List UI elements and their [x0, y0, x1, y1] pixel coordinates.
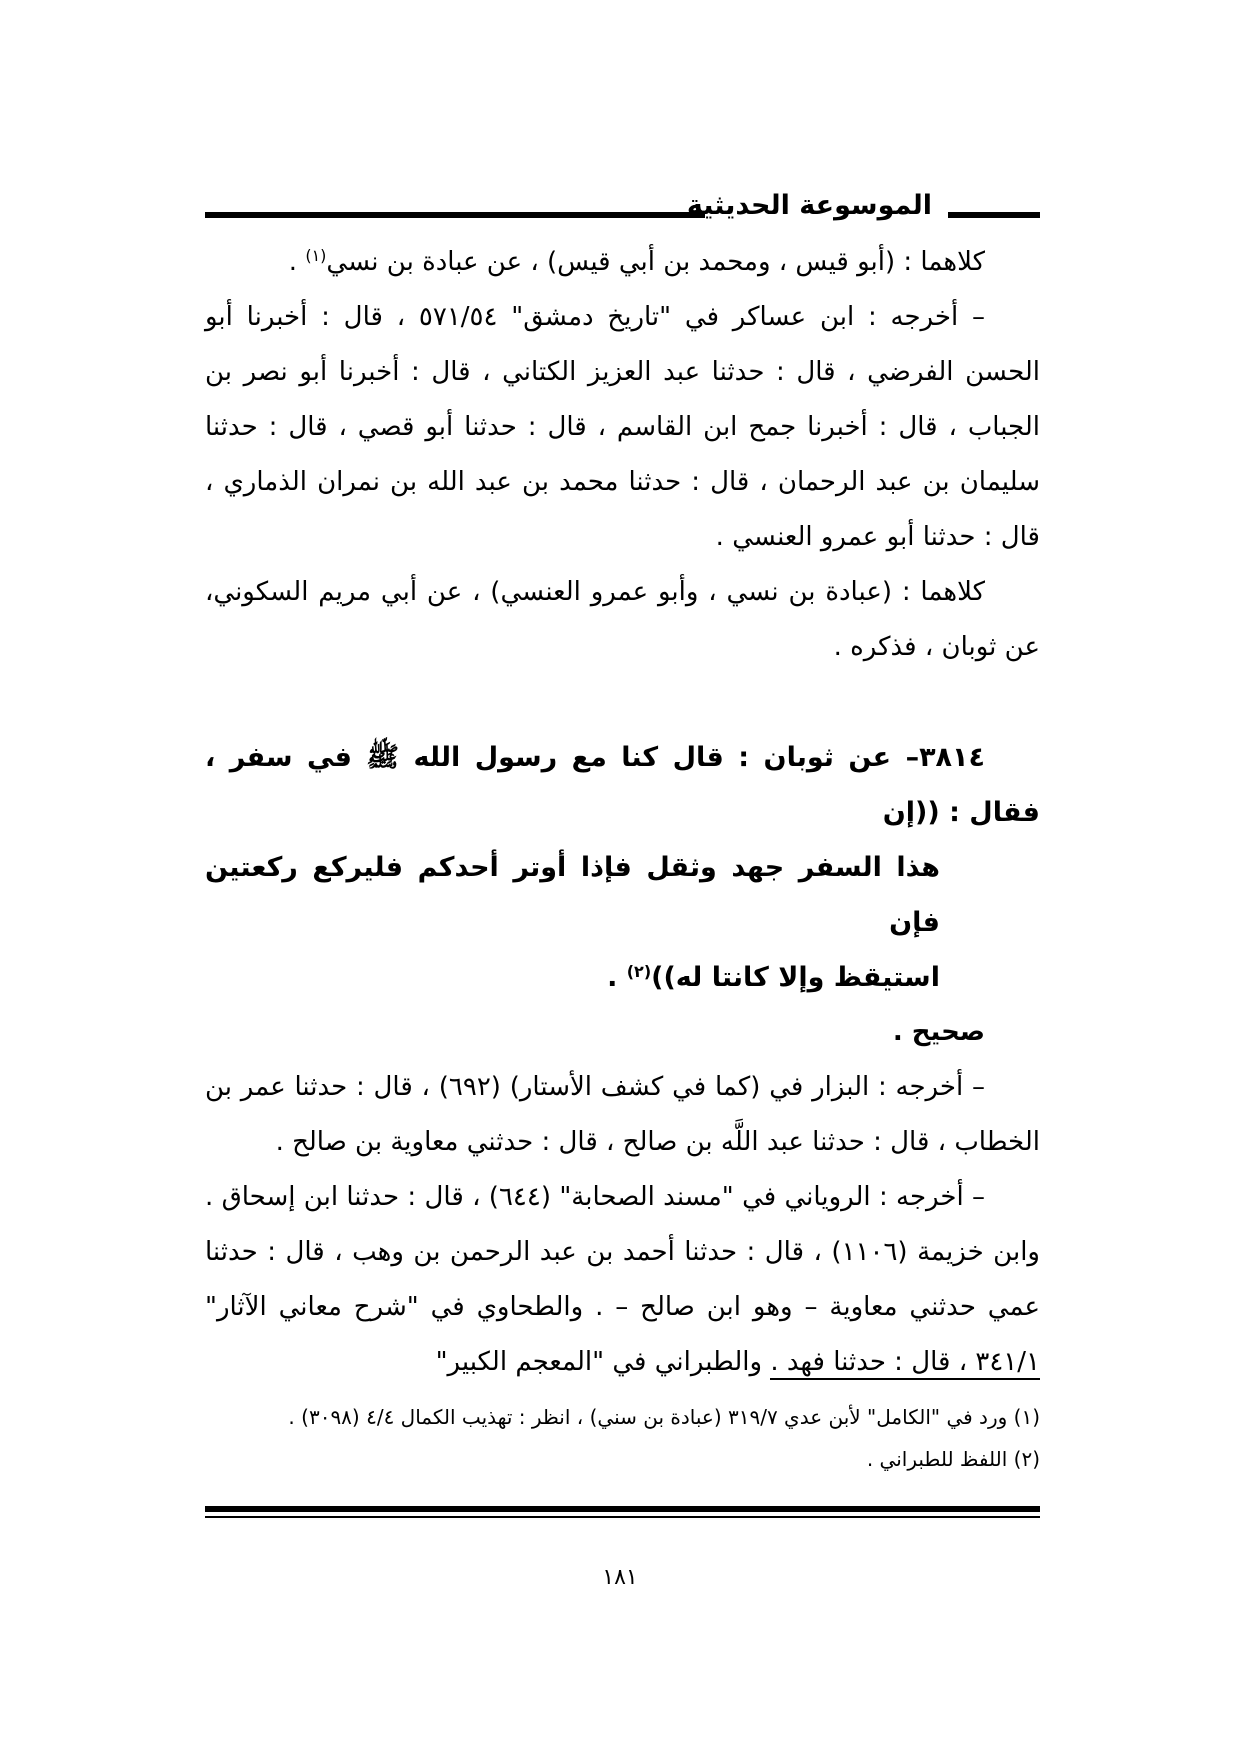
footer-rule — [205, 1506, 1040, 1518]
main-text — [205, 235, 1040, 1390]
footnote-1: (١) ورد في "الكامل" لأبن عدي ٣١٩/٧ (عبادة بن سني) ، انظر : تهذيب الكمال ٤/٤ (٣٠٩٨) . — [288, 1405, 1040, 1429]
hadith-line-2: هذا السفر جهد وثقل فإذا أوتر أحدكم فليركع ركعتين فإن — [205, 852, 940, 938]
header-rule-left — [205, 212, 705, 218]
paragraph-3: كلاهما : (عبادة بن نسي ، وأبو عمرو العنسي) ، عن أبي مريم السكوني، عن ثوبان ، فذكره . — [205, 577, 1040, 662]
footnote-ref-1[interactable]: (١) — [305, 246, 327, 265]
hadith-grade: صحيح . — [892, 1017, 985, 1047]
hadith-text — [205, 730, 1040, 1005]
page-number: ١٨١ — [602, 1565, 638, 1590]
footnote-ref-2[interactable]: (٢) — [626, 962, 652, 981]
header-title: الموسوعة الحديثية — [686, 190, 932, 221]
footnote-separator — [770, 1378, 1040, 1380]
hadith-line-3: استيقظ وإلا كانتا له))$^{(٢)}$ . — [607, 962, 940, 993]
footnotes — [205, 1396, 1040, 1480]
footer-rule-thin — [205, 1516, 1040, 1518]
paragraph-5: – أخرجه : الروياني في "مسند الصحابة" (٦٤٤) ، قال : حدثنا ابن إسحاق . وابن خزيمة (١١٠٦) ، قال : حدثنا أحمد بن عبد الرحمن بن وهب ، قال : حدثنا عمي حدثني معاوية – وهو ابن صالح – . والطحاوي في "شرح معاني الآثار" ٣٤١/١ ، قال : حدثنا فهد . والطبراني في "المعجم الكبير" — [205, 1182, 1040, 1377]
running-header — [205, 190, 1040, 230]
footer-rule-thick — [205, 1506, 1040, 1512]
paragraph-1: كلاهما : (أبو قيس ، ومحمد بن أبي قيس) ، عن عبادة بن نسي$^{(١)}$ . — [288, 246, 985, 277]
header-rule-right — [948, 212, 1040, 218]
paragraph-2: – أخرجه : ابن عساكر في "تاريخ دمشق" ٥٧١/٥٤ ، قال : أخبرنا أبو الحسن الفرضي ، قال : حدثنا عبد العزيز الكتاني ، قال : أخبرنا أبو نصر بن الجباب ، قال : أخبرنا جمح ابن القاسم ، قال : حدثنا أبو قصي ، قال : حدثنا سليمان بن عبد الرحمان ، قال : حدثنا محمد بن عبد الله بن نمران الذماري ، قال : حدثنا أبو عمرو العنسي . — [205, 302, 1040, 552]
hadith-line-1: ٣٨١٤– عن ثوبان : قال كنا مع رسول الله ﷺ في سفر ، فقال : ((إن — [205, 742, 1040, 828]
paragraph-4: – أخرجه : البزار في (كما في كشف الأستار) (٦٩٢) ، قال : حدثنا عمر بن الخطاب ، قال : حدثنا عبد اللَّه بن صالح ، قال : حدثني معاوية بن صالح . — [205, 1072, 1040, 1157]
footnote-2: (٢) اللفظ للطبراني . — [866, 1447, 1040, 1471]
